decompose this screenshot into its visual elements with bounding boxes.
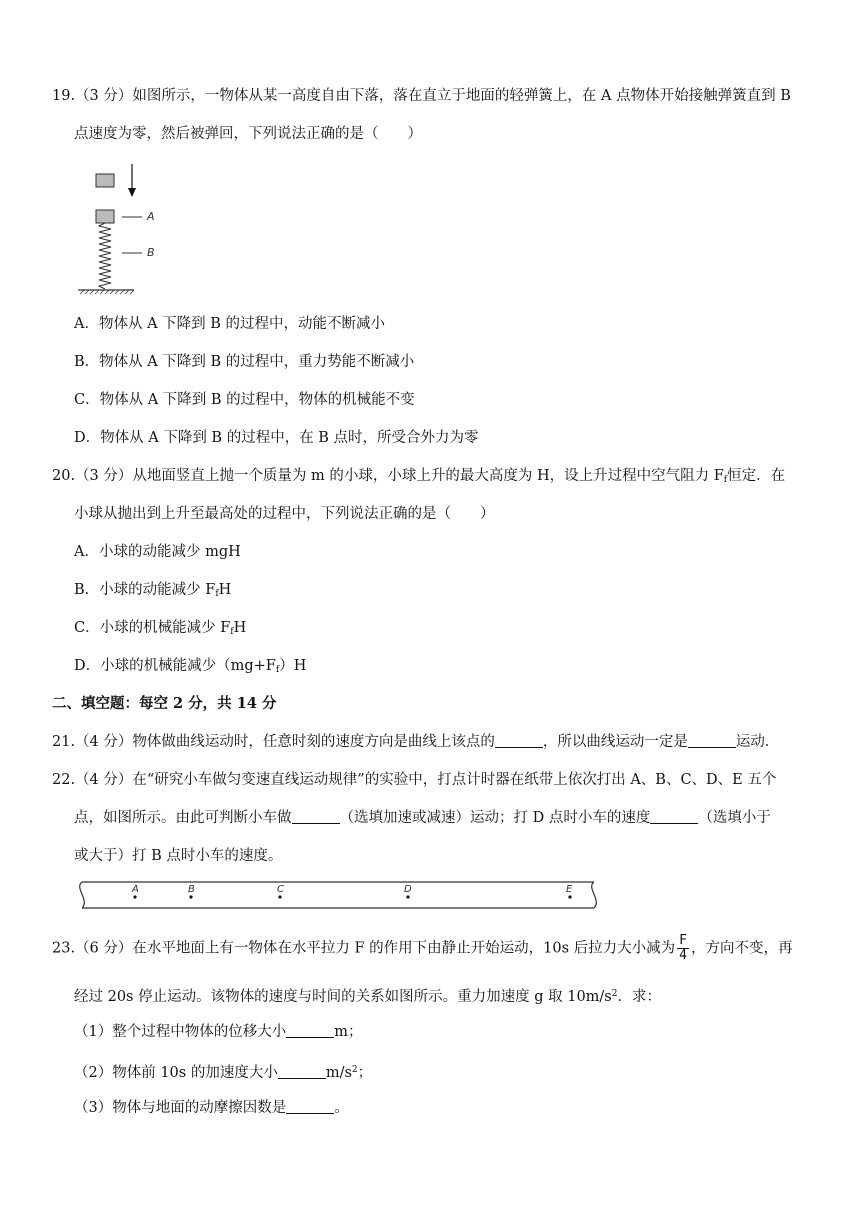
q20-line-1 (52, 466, 785, 490)
q23-sub-1 (74, 1022, 362, 1042)
q23-blank-2[interactable] (278, 1064, 326, 1079)
q23-sub-2-end: ； (357, 1065, 373, 1081)
q22-line-3: 或大于）打 B 点时小车的速度。 (74, 848, 283, 864)
q23-line-2 (74, 984, 661, 1007)
tape-dot-a (133, 895, 136, 898)
q19-option-a: A．物体从 A 下降到 B 的过程中，动能不断减小 (74, 316, 386, 332)
q23-text-a: 23.（6 分）在水平地面上有一物体在水平拉力 F 的作用下由静止开始运动，10s 后拉力大小减为 (52, 940, 676, 957)
tape-label-b: B (188, 884, 195, 895)
q21-blank-1[interactable] (495, 733, 543, 748)
q21-text-a: 21.（4 分）物体做曲线运动时，任意时刻的速度方向是曲线上该点的 (52, 734, 495, 750)
q20-option-d-text: D．小球的机械能减少（mg+F (74, 658, 276, 674)
q20-option-b-text: B．小球的动能减少 F (74, 582, 216, 598)
q20-option-b-end: H (218, 582, 232, 598)
q23-line-1 (52, 934, 793, 963)
q20-option-c-end: H (233, 620, 247, 636)
spring (99, 223, 111, 289)
tape-label-e: E (566, 884, 573, 895)
tape-dot-b (189, 895, 192, 898)
q20-subscript: f (723, 475, 728, 485)
q21-text-c: 运动． (735, 734, 780, 750)
q20-option-b (74, 580, 231, 604)
q22-text-c: （选填小于 (698, 810, 771, 826)
q23-sub-2 (74, 1060, 372, 1083)
tape-label-a: A (132, 884, 139, 895)
q21-line (52, 732, 779, 752)
tape-dot-e (568, 895, 571, 898)
q22-blank-1[interactable] (292, 809, 340, 824)
tape-label-d: D (404, 884, 412, 895)
label-b: B (147, 246, 155, 259)
q19-line-1: 19.（3 分）如图所示，一物体从某一高度自由下落，落在直立于地面的轻弹簧上，在 A 点物体开始接触弹簧直到 B (52, 88, 791, 104)
q23-text-b: ，方向不变，再 (691, 940, 793, 957)
q23-sub-2-unit: m/s (325, 1065, 352, 1081)
q22-text-a: 点，如图所示。由此可判断小车做 (74, 810, 292, 826)
q23-superscript: 2 (611, 989, 618, 999)
spring-figure (74, 160, 184, 300)
section-heading: 二、填空题：每空 2 分，共 14 分 (52, 695, 277, 712)
q20-option-a: A．小球的动能减少 mgH (74, 544, 241, 560)
q19-line-2: 点速度为零，然后被弹回，下列说法正确的是（ ） (74, 126, 422, 142)
q19-option-d: D．物体从 A 下降到 B 的过程中，在 B 点时，所受合外力为零 (74, 430, 479, 446)
block-on-spring (96, 210, 114, 223)
q23-sub-1-text: （1）整个过程中物体的位移大小 (74, 1024, 287, 1040)
q23-sub-1-unit: m； (334, 1024, 363, 1040)
q22-line-2 (74, 808, 771, 828)
fraction (677, 934, 689, 963)
q20-option-d-end: ）H (279, 658, 307, 674)
tape-dot-c (278, 895, 281, 898)
q23-sub-3 (74, 1098, 349, 1118)
q20-line-2: 小球从抛出到上升至最高处的过程中，下列说法正确的是（ ） (74, 506, 495, 522)
q23-sub-2-sup: 2 (351, 1065, 358, 1075)
q19-option-b: B．物体从 A 下降到 B 的过程中，重力势能不断减小 (74, 354, 415, 370)
q23-text-d: ．求： (617, 989, 661, 1005)
fraction-numerator: F (679, 933, 687, 948)
tape-dot-d (406, 895, 409, 898)
q23-sub-3-text: （3）物体与地面的动摩擦因数是 (74, 1100, 287, 1116)
q19-option-c: C．物体从 A 下降到 B 的过程中，物体的机械能不变 (74, 392, 415, 408)
q20-line-1-end: 恒定．在 (727, 468, 786, 484)
q23-text-c: 经过 20s 停止运动。该物体的速度与时间的关系如图所示。重力加速度 g 取 10m/s (74, 989, 612, 1005)
q21-text-b: ，所以曲线运动一定是 (542, 734, 688, 750)
label-a: A (147, 210, 155, 223)
q20-option-c (74, 618, 246, 642)
paper-tape-figure (72, 878, 612, 914)
q23-sub-2-text: （2）物体前 10s 的加速度大小 (74, 1065, 278, 1081)
q21-blank-2[interactable] (688, 733, 736, 748)
q20-option-b-sub: f (215, 589, 219, 599)
tape-label-c: C (277, 884, 284, 895)
q22-line-1: 22.（4 分）在“研究小车做匀变速直线运动规律”的实验中，打点计时器在纸带上依次打出 A、B、C、D、E 五个 (52, 772, 777, 788)
q23-blank-1[interactable] (286, 1023, 334, 1038)
fraction-denominator: 4 (679, 948, 687, 963)
q20-option-c-text: C．小球的机械能减少 F (74, 620, 231, 636)
q22-blank-2[interactable] (650, 809, 698, 824)
q23-sub-3-end: 。 (334, 1100, 349, 1116)
falling-block (96, 174, 114, 187)
q22-text-b: （选填加速或减速）运动；打 D 点时小车的速度 (339, 810, 651, 826)
q23-blank-3[interactable] (286, 1099, 334, 1114)
q20-option-d-sub: f (275, 665, 280, 675)
q20-line-1-text: 20.（3 分）从地面竖直上抛一个质量为 m 的小球，小球上升的最大高度为 H，设上升过程中空气阻力 F (52, 468, 724, 484)
q20-option-d (74, 656, 306, 680)
q20-option-c-sub: f (230, 627, 234, 637)
